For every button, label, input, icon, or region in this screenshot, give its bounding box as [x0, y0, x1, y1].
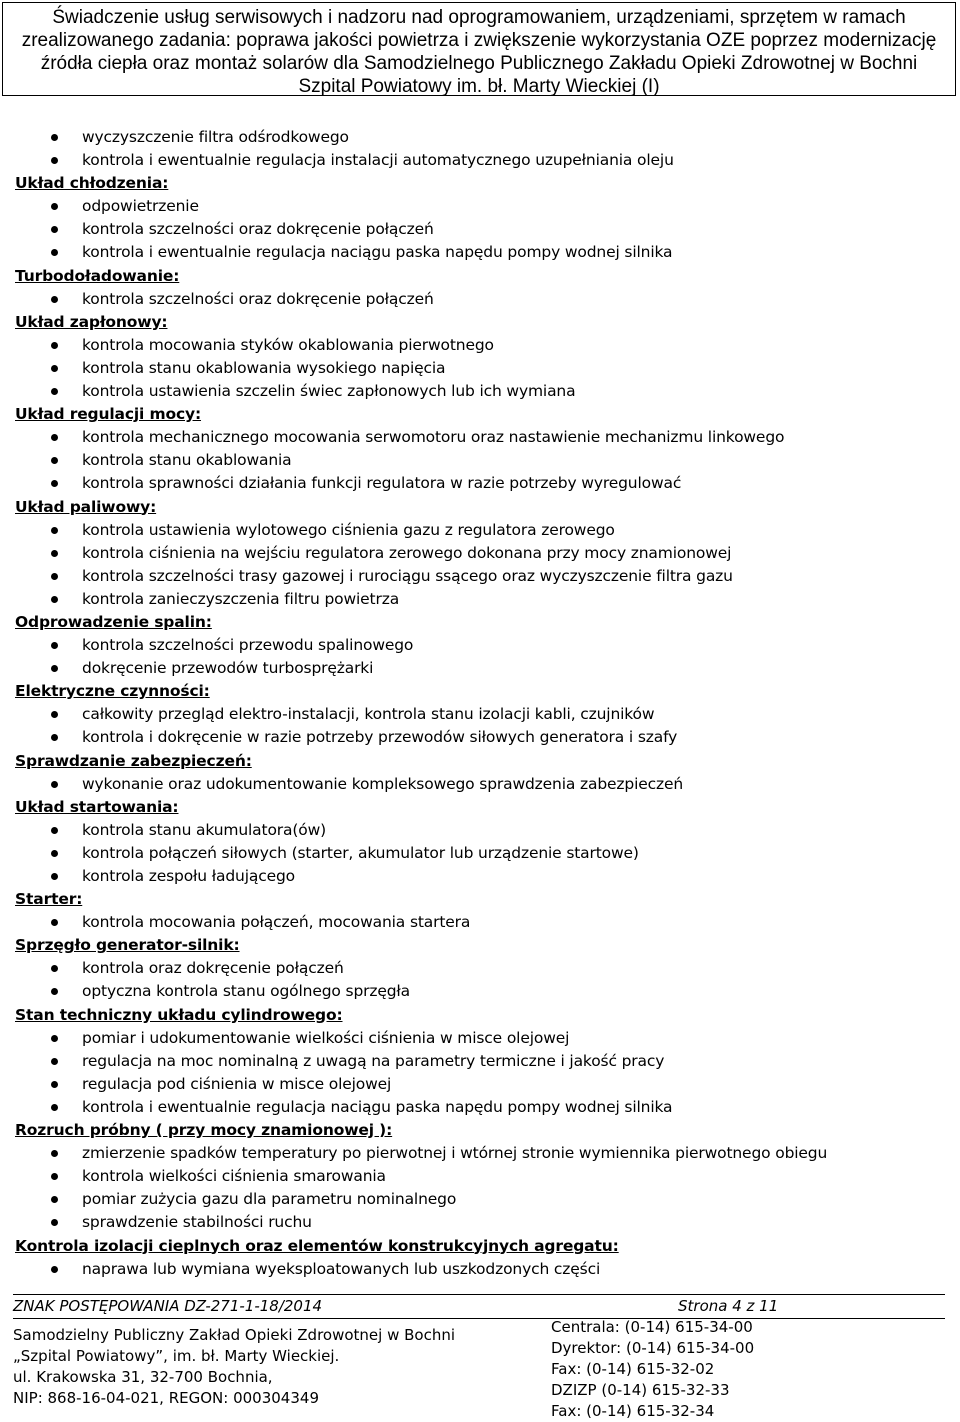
section: [15, 496, 945, 611]
bullet-item: kontrola ciśnienia na wejściu regulatora zerowego dokonana przy mocy znamionowej: [15, 542, 945, 565]
bullet-item: pomiar i udokumentowanie wielkości ciśnienia w misce olejowej: [15, 1027, 945, 1050]
bullet-item: kontrola stanu akumulatora(ów): [15, 819, 945, 842]
bullet-list: [15, 1027, 945, 1119]
section: [15, 750, 945, 796]
bullet-list: [15, 288, 945, 311]
footer-contact-line: Fax: (0-14) 615-32-02: [551, 1360, 715, 1378]
bullet-item: kontrola ustawienia szczelin świec zapłonowych lub ich wymiana: [15, 380, 945, 403]
document-footer: [13, 1294, 945, 1420]
section: [15, 680, 945, 749]
section-heading: Starter:: [15, 890, 83, 909]
section-heading: Odprowadzenie spalin:: [15, 612, 212, 631]
footer-divider: [13, 1318, 945, 1319]
section: [15, 1119, 945, 1234]
section: [15, 1235, 945, 1281]
bullet-item: kontrola sprawności działania funkcji regulatora w razie potrzeby wyregulować: [15, 472, 945, 495]
bullet-item: dokręcenie przewodów turbosprężarki: [15, 657, 945, 680]
bullet-list: [15, 773, 945, 796]
bullet-list: [15, 634, 945, 680]
bullet-item: odpowietrzenie: [15, 195, 945, 218]
bullet-item: kontrola szczelności oraz dokręcenie połączeń: [15, 218, 945, 241]
bullet-item: naprawa lub wymiana wyeksploatowanych lub uszkodzonych części: [15, 1258, 945, 1281]
bullet-item: kontrola mocowania połączeń, mocowania startera: [15, 911, 945, 934]
section: [15, 611, 945, 680]
footer-address-line: Samodzielny Publiczny Zakład Opieki Zdrowotnej w Bochni: [13, 1326, 456, 1344]
bullet-item: kontrola i ewentualnie regulacja instalacji automatycznego uzupełniania oleju: [15, 149, 945, 172]
header-line: zrealizowanego zadania: poprawa jakości powietrza i zwiększenie wykorzystania OZE poprzez modernizację: [21, 30, 937, 51]
bullet-list: [15, 126, 945, 172]
section-heading: Stan techniczny układu cylindrowego:: [15, 1005, 343, 1024]
section-heading: Rozruch próbny ( przy mocy znamionowej ):: [15, 1121, 393, 1140]
bullet-item: kontrola zespołu ładującego: [15, 865, 945, 888]
bullet-item: kontrola oraz dokręcenie połączeń: [15, 957, 945, 980]
bullet-item: regulacja pod ciśnienia w misce olejowej: [15, 1073, 945, 1096]
bullet-item: kontrola wielkości ciśnienia smarowania: [15, 1165, 945, 1188]
section-heading: Turbodoładowanie:: [15, 266, 180, 285]
bullet-list: [15, 1258, 945, 1281]
bullet-list: [15, 911, 945, 934]
bullet-list: [15, 1142, 945, 1234]
footer-address-line: „Szpital Powiatowy”, im. bł. Marty Wieckiej.: [13, 1347, 340, 1365]
footer-address-line: NIP: 868-16-04-021, REGON: 000304349: [13, 1389, 319, 1407]
section-heading: Elektryczne czynności:: [15, 682, 210, 701]
footer-contact-line: Centrala: (0-14) 615-34-00: [551, 1318, 753, 1336]
document-header: [2, 2, 956, 96]
footer-contacts: [551, 1317, 754, 1422]
bullet-list: [15, 426, 945, 495]
bullet-item: optyczna kontrola stanu ogólnego sprzęgła: [15, 980, 945, 1003]
bullet-item: kontrola stanu okablowania wysokiego napięcia: [15, 357, 945, 380]
bullet-item: kontrola mocowania styków okablowania pierwotnego: [15, 334, 945, 357]
header-line: Szpital Powiatowy im. bł. Marty Wieckiej (I): [298, 76, 660, 97]
header-line: Świadczenie usług serwisowych i nadzoru nad oprogramowaniem, urządzeniami, sprzętem w ramach: [52, 7, 906, 28]
bullet-item: kontrola zanieczyszczenia filtru powietrza: [15, 588, 945, 611]
bullet-list: [15, 334, 945, 403]
footer-contact-line: Dyrektor: (0-14) 615-34-00: [551, 1339, 755, 1357]
bullet-item: całkowity przegląd elektro-instalacji, kontrola stanu izolacji kabli, czujników: [15, 703, 945, 726]
bullet-item: kontrola szczelności oraz dokręcenie połączeń: [15, 288, 945, 311]
bullet-item: kontrola mechanicznego mocowania serwomotoru oraz nastawienie mechanizmu linkowego: [15, 426, 945, 449]
bullet-item: kontrola szczelności przewodu spalinowego: [15, 634, 945, 657]
header-line: źródła ciepła oraz montaż solarów dla Samodzielnego Publicznego Zakładu Opieki Zdrowotnej w Bochni: [40, 53, 918, 74]
bullet-item: kontrola szczelności trasy gazowej i rurociągu ssącego oraz wyczyszczenie filtra gazu: [15, 565, 945, 588]
bullet-item: wyczyszczenie filtra odśrodkowego: [15, 126, 945, 149]
bullet-item: pomiar zużycia gazu dla parametru nominalnego: [15, 1188, 945, 1211]
bullet-list: [15, 957, 945, 1003]
footer-address: [13, 1325, 455, 1409]
bullet-item: sprawdzenie stabilności ruchu: [15, 1211, 945, 1234]
bullet-item: regulacja na moc nominalną z uwagą na parametry termiczne i jakość pracy: [15, 1050, 945, 1073]
section: [15, 403, 945, 495]
section-heading: Układ paliwowy:: [15, 497, 157, 516]
footer-page-number: Strona 4 z 11: [678, 1297, 779, 1315]
section: [15, 888, 945, 934]
section-heading: Kontrola izolacji cieplnych oraz elementów konstrukcyjnych agregatu:: [15, 1236, 619, 1255]
bullet-list: [15, 819, 945, 888]
bullet-list: [15, 519, 945, 611]
section: [15, 934, 945, 1003]
footer-contact-line: DZIZP (0-14) 615-32-33: [551, 1381, 730, 1399]
bullet-list: [15, 703, 945, 749]
bullet-item: kontrola ustawienia wylotowego ciśnienia gazu z regulatora zerowego: [15, 519, 945, 542]
section-heading: Sprawdzanie zabezpieczeń:: [15, 751, 252, 770]
footer-address-line: ul. Krakowska 31, 32-700 Bochnia,: [13, 1368, 273, 1386]
footer-contact-line: Fax: (0-14) 615-32-34: [551, 1402, 715, 1420]
bullet-item: kontrola i ewentualnie regulacja naciągu paska napędu pompy wodnej silnika: [15, 1096, 945, 1119]
document-body: [15, 126, 945, 1281]
bullet-item: zmierzenie spadków temperatury po pierwotnej i wtórnej stronie wymiennika pierwotnego obiegu: [15, 1142, 945, 1165]
bullet-item: kontrola i ewentualnie regulacja naciągu paska napędu pompy wodnej silnika: [15, 241, 945, 264]
bullet-item: wykonanie oraz udokumentowanie kompleksowego sprawdzenia zabezpieczeń: [15, 773, 945, 796]
section-heading: Układ regulacji mocy:: [15, 405, 202, 424]
section-heading: Sprzęgło generator-silnik:: [15, 936, 240, 955]
section: [15, 796, 945, 888]
section: [15, 265, 945, 311]
bullet-item: kontrola połączeń siłowych (starter, akumulator lub urządzenie startowe): [15, 842, 945, 865]
section: [15, 126, 945, 172]
section: [15, 311, 945, 403]
footer-procedure-code: ZNAK POSTĘPOWANIA DZ-271-1-18/2014: [13, 1297, 323, 1315]
bullet-list: [15, 195, 945, 264]
section: [15, 1004, 945, 1119]
section-heading: Układ chłodzenia:: [15, 174, 169, 193]
section: [15, 172, 945, 264]
bullet-item: kontrola i dokręcenie w razie potrzeby przewodów siłowych generatora i szafy: [15, 726, 945, 749]
section-heading: Układ zapłonowy:: [15, 312, 168, 331]
bullet-item: kontrola stanu okablowania: [15, 449, 945, 472]
section-heading: Układ startowania:: [15, 797, 179, 816]
